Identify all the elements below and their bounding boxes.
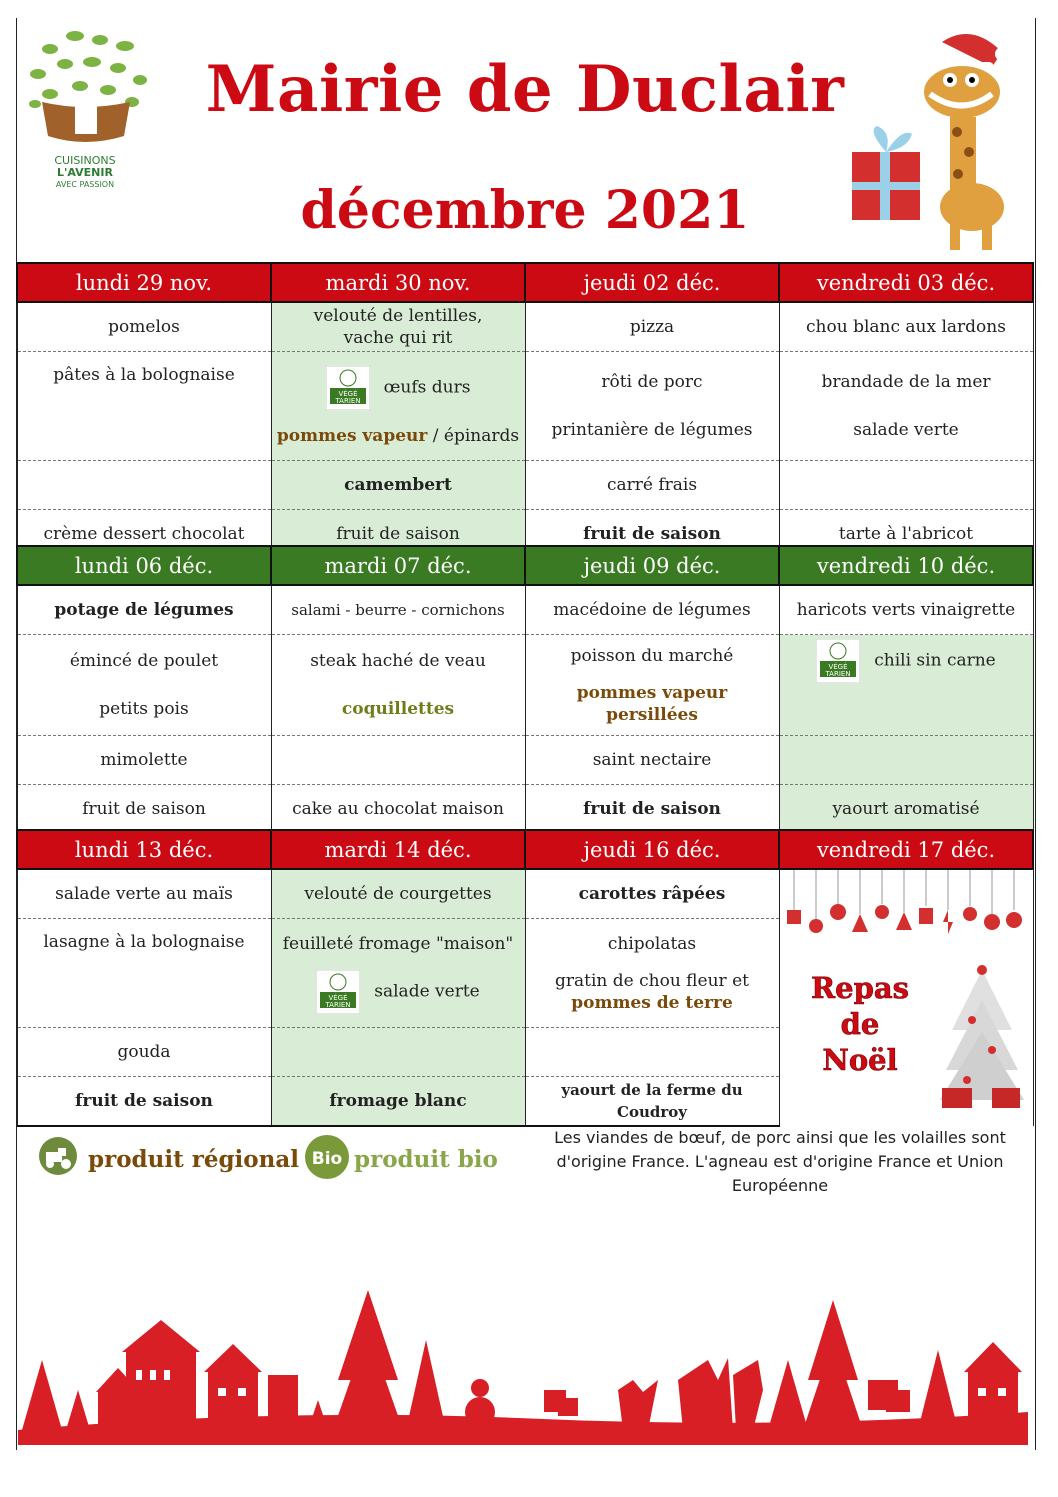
menu-item: potage de légumes bbox=[17, 585, 271, 635]
legend-origin-note: Les viandes de bœuf, de porc ainsi que les volailles sont d'origine France. L'agneau est d'origine France et Union Européenne bbox=[554, 1128, 1006, 1195]
menu-item: tarte à l'abricot bbox=[779, 510, 1033, 560]
christmas-village-border bbox=[18, 1280, 1028, 1445]
menu-item bbox=[17, 461, 271, 510]
menu-item bbox=[271, 635, 525, 736]
vege-badge-text-2: TARIEN bbox=[825, 670, 851, 678]
menu-item-text: gratin de chou fleur et bbox=[555, 970, 749, 991]
noel-title: Repas de Noël bbox=[811, 971, 909, 1077]
logo-text-2: L'AVENIR bbox=[57, 166, 113, 179]
logo-text-3: AVEC PASSION bbox=[55, 180, 115, 189]
menu-item bbox=[525, 352, 779, 461]
menu-item bbox=[525, 919, 779, 1028]
day-header: lundi 29 nov. bbox=[17, 263, 271, 302]
menu-item: gouda bbox=[17, 1028, 271, 1077]
giraffe-gift-illustration bbox=[842, 22, 1024, 254]
menu-item bbox=[271, 736, 525, 785]
menu-week-2 bbox=[16, 545, 1034, 835]
day-header: jeudi 09 déc. bbox=[525, 546, 779, 585]
bio-badge-text: Bio bbox=[311, 1149, 343, 1169]
vege-badge-text-1: VÉGÉ bbox=[328, 993, 348, 1002]
vege-badge-text-1: VÉGÉ bbox=[338, 389, 358, 398]
regional-item: coquillettes bbox=[341, 699, 455, 719]
menu-row bbox=[17, 585, 1033, 635]
menu-item bbox=[17, 919, 271, 1028]
legend-regional: produit régional bbox=[88, 1146, 299, 1173]
menu-row bbox=[17, 785, 1033, 835]
menu-item: carré frais bbox=[525, 461, 779, 510]
menu-row bbox=[17, 352, 1033, 461]
menu-item: saint nectaire bbox=[525, 736, 779, 785]
menu-item-text: petits pois bbox=[99, 699, 189, 719]
legend-bio: produit bio bbox=[354, 1146, 498, 1173]
menu-item-text: rôti de porc bbox=[601, 372, 703, 392]
vege-badge-text-1: VÉGÉ bbox=[828, 663, 848, 671]
menu-item: velouté de courgettes bbox=[271, 869, 525, 919]
day-header: vendredi 03 déc. bbox=[779, 263, 1033, 302]
menu-item: haricots verts vinaigrette bbox=[779, 585, 1033, 635]
legend bbox=[16, 1122, 1034, 1212]
menu-item bbox=[779, 736, 1033, 785]
menu-item-text: pâtes à la bolognaise bbox=[53, 365, 235, 385]
vege-badge-text-2: TARIEN bbox=[335, 396, 361, 405]
menu-row bbox=[17, 302, 1033, 352]
menu-item: camembert bbox=[271, 461, 525, 510]
menu-item bbox=[779, 635, 1033, 736]
day-header: jeudi 02 déc. bbox=[525, 263, 779, 302]
christmas-ornaments-illustration bbox=[782, 870, 1030, 1110]
noel-cell bbox=[779, 869, 1033, 1126]
menu-item-text: feuilleté fromage "maison" bbox=[282, 933, 514, 954]
menu-item-text: brandade de la mer bbox=[821, 372, 991, 392]
menu-item: cake au chocolat maison bbox=[271, 785, 525, 835]
page-subtitle: décembre 2021 bbox=[300, 180, 750, 241]
menu-row bbox=[17, 736, 1033, 785]
regional-item: pommes vapeur persillées bbox=[576, 682, 728, 725]
menu-item: crème dessert chocolat bbox=[17, 510, 271, 560]
menu-item bbox=[779, 461, 1033, 510]
menu-item: fromage blanc bbox=[271, 1077, 525, 1127]
menu-item bbox=[779, 352, 1033, 461]
day-header: lundi 06 déc. bbox=[17, 546, 271, 585]
menu-item: yaourt de la ferme du Coudroy bbox=[525, 1077, 779, 1127]
regional-product-icon bbox=[38, 1136, 78, 1176]
menu-item-text: printanière de légumes bbox=[551, 420, 753, 440]
regional-item: pommes vapeur bbox=[276, 425, 428, 446]
vegetarian-badge-icon bbox=[316, 970, 360, 1014]
vege-badge-text-2: TARIEN bbox=[325, 1000, 351, 1009]
regional-item: pommes de terre bbox=[571, 992, 733, 1013]
menu-item: fruit de saison bbox=[525, 785, 779, 835]
menu-item bbox=[17, 635, 271, 736]
menu-item: yaourt aromatisé bbox=[779, 785, 1033, 835]
menu-item bbox=[525, 635, 779, 736]
page-title: Mairie de Duclair bbox=[205, 52, 845, 127]
menu-row bbox=[17, 869, 1033, 919]
menu-item: fruit de saison bbox=[271, 510, 525, 560]
menu-item-text: émincé de poulet bbox=[69, 651, 219, 671]
menu-item-text: poisson du marché bbox=[570, 645, 734, 666]
menu-item bbox=[271, 1028, 525, 1077]
cuisinons-logo bbox=[20, 24, 150, 194]
menu-item-text: salade verte bbox=[853, 420, 959, 440]
menu-row bbox=[17, 461, 1033, 510]
menu-item: salade verte au maïs bbox=[17, 869, 271, 919]
day-header: lundi 13 déc. bbox=[17, 830, 271, 869]
menu-item-text: œufs durs bbox=[383, 377, 471, 397]
menu-item bbox=[525, 1028, 779, 1077]
menu-item: pomelos bbox=[17, 302, 271, 352]
week-1-header bbox=[17, 263, 1033, 302]
menu-item-text: salade verte bbox=[374, 981, 480, 1001]
menu-item-text: chili sin carne bbox=[874, 650, 996, 671]
menu-item bbox=[17, 352, 271, 461]
menu-item-text: / épinards bbox=[427, 425, 520, 446]
week-2-header bbox=[17, 546, 1033, 585]
menu-item: salami - beurre - cornichons bbox=[271, 585, 525, 635]
menu-item: chou blanc aux lardons bbox=[779, 302, 1033, 352]
menu-item: pizza bbox=[525, 302, 779, 352]
menu-week-1 bbox=[16, 262, 1034, 560]
menu-week-3 bbox=[16, 829, 1034, 1127]
menu-item: mimolette bbox=[17, 736, 271, 785]
menu-item: fruit de saison bbox=[17, 1077, 271, 1127]
menu-item bbox=[271, 352, 525, 461]
vegetarian-badge-icon bbox=[326, 366, 370, 410]
day-header: jeudi 16 déc. bbox=[525, 830, 779, 869]
week-3-header bbox=[17, 830, 1033, 869]
day-header: mardi 14 déc. bbox=[271, 830, 525, 869]
menu-item: macédoine de légumes bbox=[525, 585, 779, 635]
menu-item: fruit de saison bbox=[17, 785, 271, 835]
menu-item: carottes râpées bbox=[525, 869, 779, 919]
menu-row bbox=[17, 635, 1033, 736]
day-header: mardi 30 nov. bbox=[271, 263, 525, 302]
menu-item: fruit de saison bbox=[525, 510, 779, 560]
day-header: mardi 07 déc. bbox=[271, 546, 525, 585]
menu-item-text: lasagne à la bolognaise bbox=[43, 932, 245, 952]
day-header: vendredi 10 déc. bbox=[779, 546, 1033, 585]
menu-item-text: chipolatas bbox=[607, 933, 697, 954]
menu-item bbox=[271, 919, 525, 1028]
menu-item-text: steak haché de veau bbox=[310, 651, 486, 671]
vegetarian-badge-icon bbox=[816, 639, 860, 683]
bio-product-icon bbox=[304, 1134, 350, 1180]
day-header: vendredi 17 déc. bbox=[779, 830, 1033, 869]
menu-item: velouté de lentilles, vache qui rit bbox=[271, 302, 525, 352]
logo-text-1: CUISINONS bbox=[54, 154, 116, 167]
